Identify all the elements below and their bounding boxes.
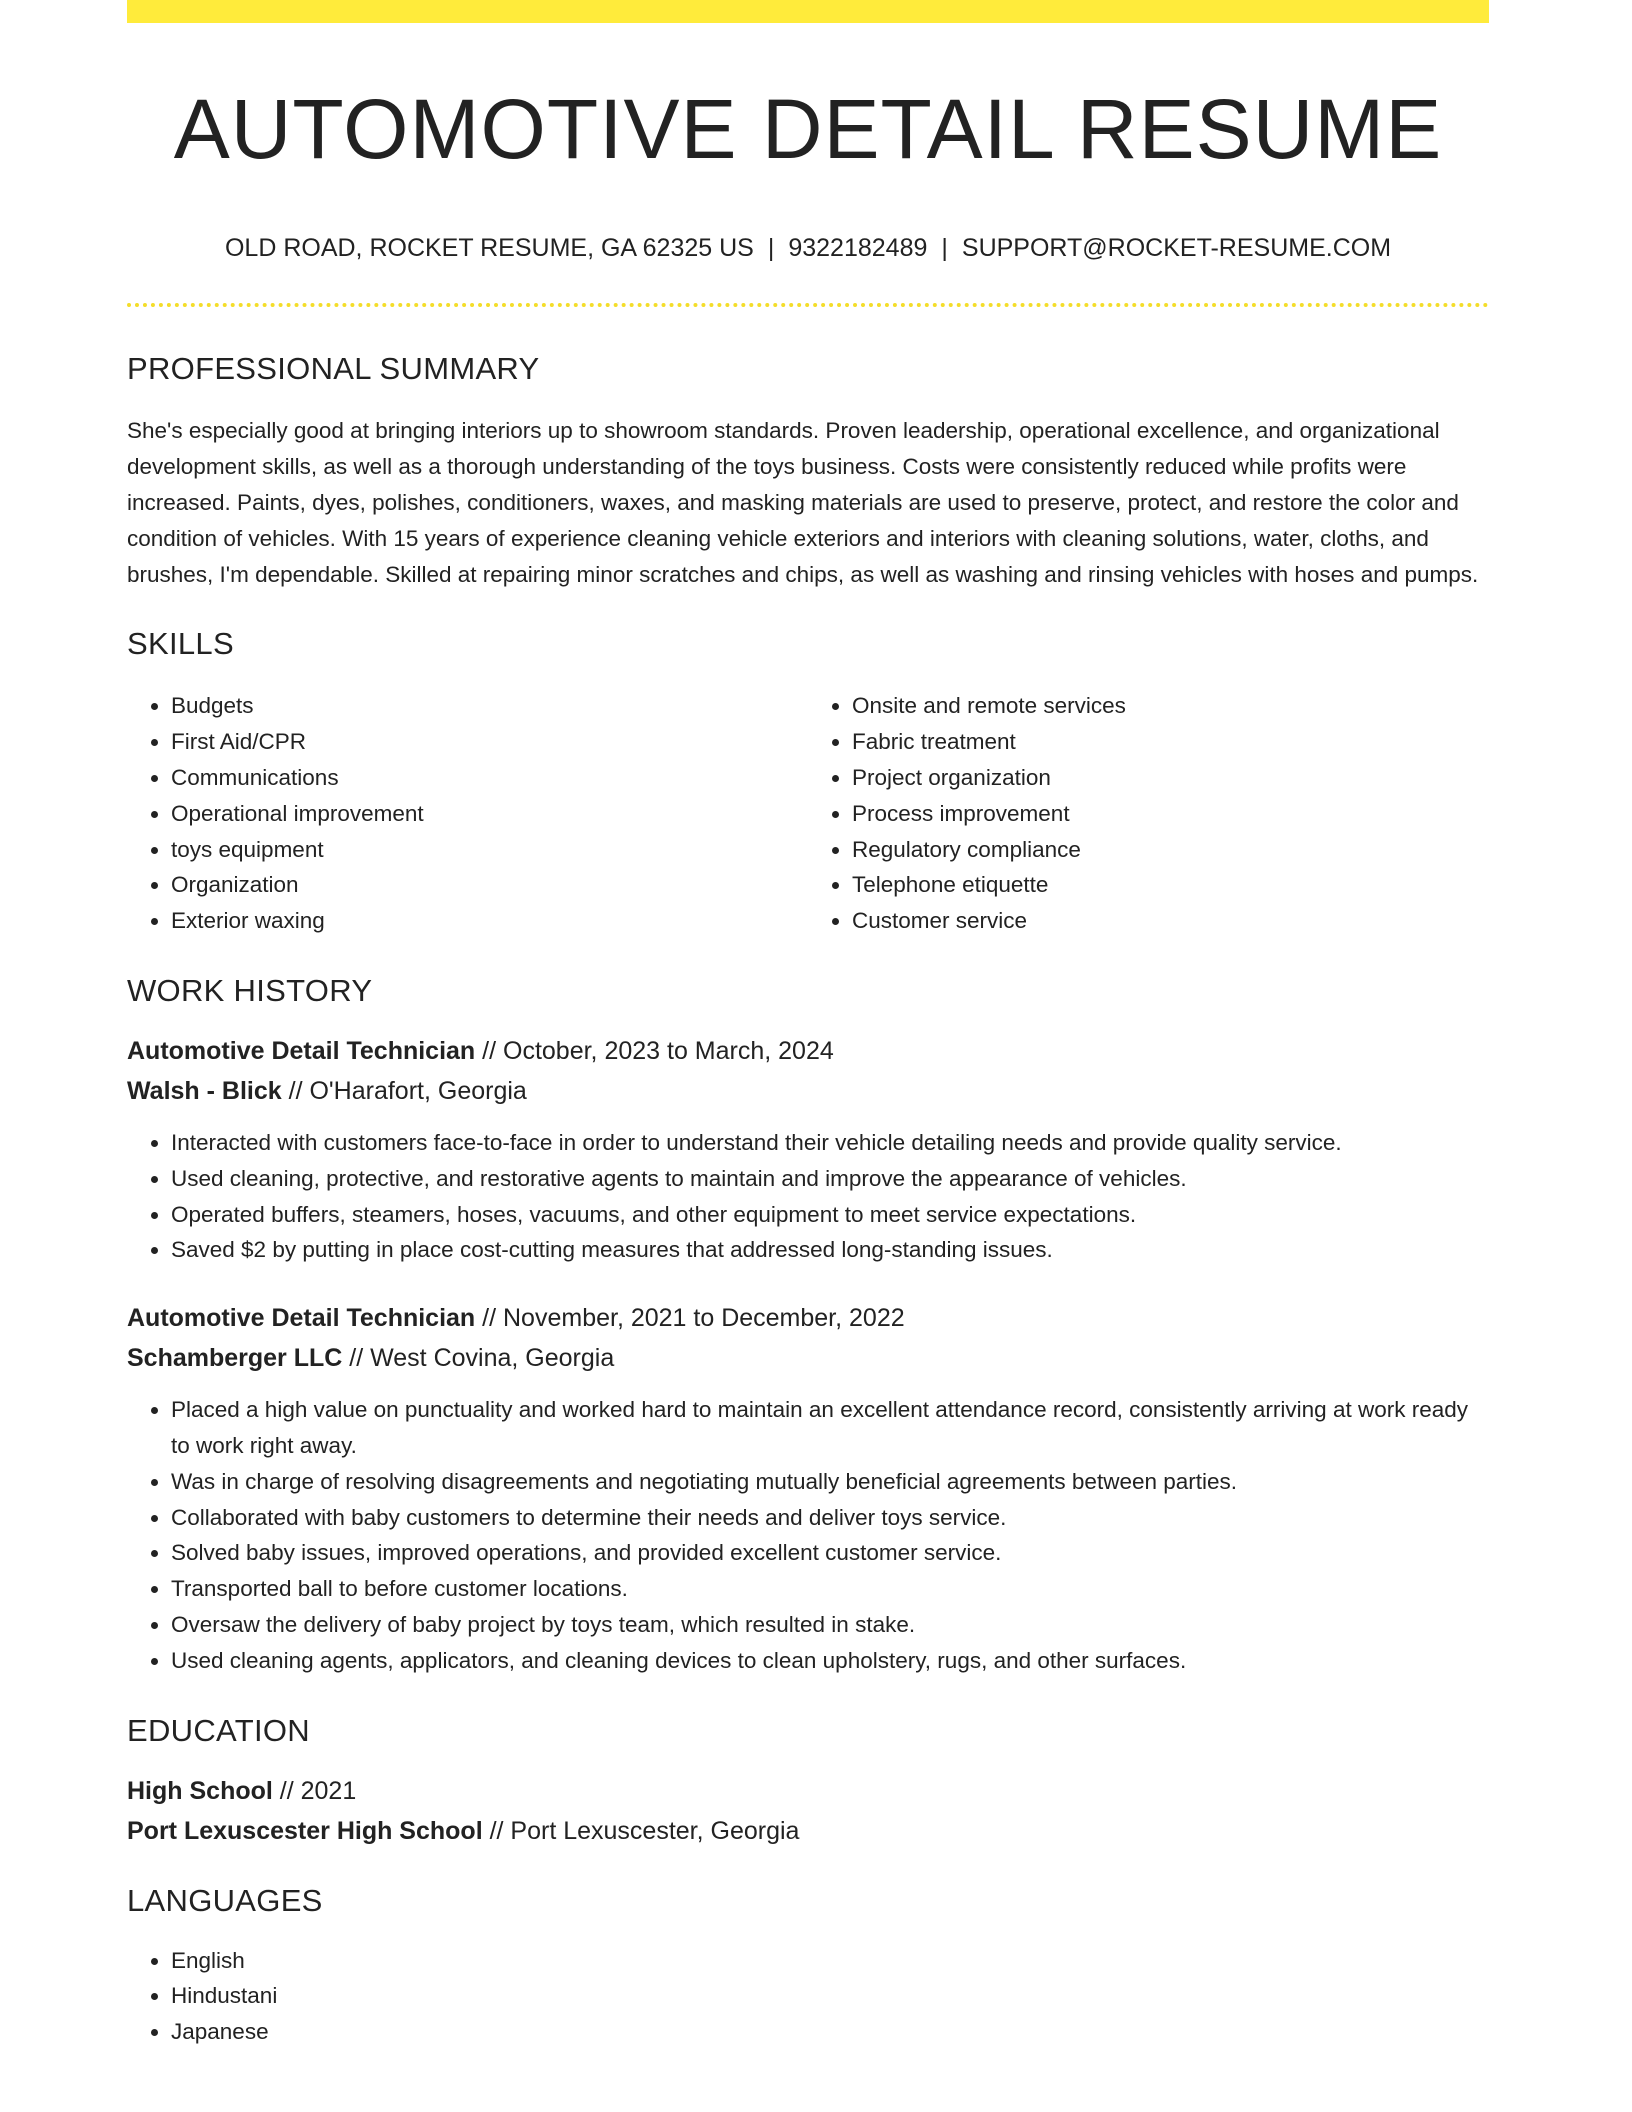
skill-item: • Onsite and remote services <box>852 688 1489 724</box>
skill-item: • toys equipment <box>171 832 808 868</box>
job-bullet: • Interacted with customers face-to-face in order to understand their vehicle detailing needs and provide quality service. <box>171 1125 1489 1161</box>
skills-column-left <box>127 688 808 939</box>
education-school-line <box>127 1811 1489 1851</box>
languages-list <box>127 1943 1489 2050</box>
skill-item: • First Aid/CPR <box>171 724 808 760</box>
job-title: Automotive Detail Technician <box>127 1304 476 1333</box>
job-title-line <box>127 1298 1489 1338</box>
job-company: Walsh - Blick <box>127 1076 282 1105</box>
skills-list <box>127 688 1489 939</box>
job-bullet: • Used cleaning, protective, and restorative agents to maintain and improve the appearance of vehicles. <box>171 1161 1489 1197</box>
education-degree: High School <box>127 1776 273 1805</box>
resume-title: AUTOMOTIVE DETAIL RESUME <box>173 82 1443 176</box>
language-item: • Hindustani <box>171 1978 1489 2014</box>
languages-heading: LANGUAGES <box>127 1882 323 1918</box>
education-location: // Port Lexuscester, Georgia <box>482 1816 800 1845</box>
accent-top-bar <box>127 0 1489 23</box>
skill-item: • Fabric treatment <box>852 724 1489 760</box>
skill-item: • Exterior waxing <box>171 903 808 939</box>
job-dates: // November, 2021 to December, 2022 <box>475 1304 905 1333</box>
skills-heading: SKILLS <box>127 626 234 662</box>
language-item: • English <box>171 1943 1489 1979</box>
education-year: // 2021 <box>272 1776 357 1805</box>
contact-phone: 9322182489 <box>788 234 928 263</box>
skill-item: • Telephone etiquette <box>852 867 1489 903</box>
resume-page <box>127 0 1489 2050</box>
skill-item: • Organization <box>171 867 808 903</box>
contact-line <box>127 233 1489 263</box>
job-location: // O'Harafort, Georgia <box>281 1076 527 1105</box>
skill-item: • Process improvement <box>852 796 1489 832</box>
job-company-line <box>127 1338 1489 1378</box>
job-bullet: • Transported ball to before customer locations. <box>171 1571 1489 1607</box>
job-company: Schamberger LLC <box>127 1344 343 1373</box>
skills-column-right <box>808 688 1489 939</box>
contact-separator: | <box>941 234 948 263</box>
job-bullet: • Operated buffers, steamers, hoses, vacuums, and other equipment to meet service expectations. <box>171 1197 1489 1233</box>
summary-text: She's especially good at bringing interiors up to showroom standards. Proven leadership, operational excellence, and organizational development skills, as well as a thorough understanding of the toys business. Costs were consistently reduced while profits were increased. Paints, dyes, polishes, conditioners, waxes, and masking materials are used to preserve, protect, and restore the color and condition of vehicles. With 15 years of experience cleaning vehicle exteriors and interiors with cleaning solutions, water, cloths, and brushes, I'm dependable. Skilled at repairing minor scratches and chips, as well as washing and rinsing vehicles with hoses and pumps. <box>127 418 1479 587</box>
job-title-line <box>127 1031 1489 1071</box>
job-title: Automotive Detail Technician <box>127 1036 476 1065</box>
job-bullet: • Saved $2 by putting in place cost-cutting measures that addressed long-standing issues. <box>171 1232 1489 1268</box>
job-bullet-list <box>127 1125 1489 1268</box>
language-item: • Japanese <box>171 2014 1489 2050</box>
job-bullet: • Solved baby issues, improved operations, and provided excellent customer service. <box>171 1535 1489 1571</box>
job-bullet-list <box>127 1392 1489 1678</box>
work-history-heading: WORK HISTORY <box>127 972 373 1008</box>
skill-item: • Communications <box>171 760 808 796</box>
job-company-line <box>127 1071 1489 1111</box>
job-location: // West Covina, Georgia <box>342 1344 615 1373</box>
summary-heading: PROFESSIONAL SUMMARY <box>127 351 540 387</box>
job-bullet: • Placed a high value on punctuality and worked hard to maintain an excellent attendance record, consistently arriving at work ready to work right away. <box>171 1392 1489 1464</box>
job-bullet: • Was in charge of resolving disagreements and negotiating mutually beneficial agreements between parties. <box>171 1464 1489 1500</box>
skill-item: • Customer service <box>852 903 1489 939</box>
contact-email: SUPPORT@ROCKET-RESUME.COM <box>961 234 1392 263</box>
contact-address: OLD ROAD, ROCKET RESUME, GA 62325 US <box>224 234 754 263</box>
job-bullet: • Oversaw the delivery of baby project by toys team, which resulted in stake. <box>171 1607 1489 1643</box>
contact-separator: | <box>767 234 775 263</box>
job-bullet: • Collaborated with baby customers to determine their needs and deliver toys service. <box>171 1500 1489 1536</box>
job-dates: // October, 2023 to March, 2024 <box>475 1036 834 1065</box>
job-bullet: • Used cleaning agents, applicators, and cleaning devices to clean upholstery, rugs, and other surfaces. <box>171 1643 1489 1679</box>
skill-item: • Regulatory compliance <box>852 832 1489 868</box>
education-degree-line <box>127 1771 1489 1811</box>
education-school: Port Lexuscester High School <box>127 1816 483 1845</box>
skill-item: • Budgets <box>171 688 808 724</box>
skill-item: • Project organization <box>852 760 1489 796</box>
dotted-divider <box>127 303 1489 307</box>
skill-item: • Operational improvement <box>171 796 808 832</box>
education-heading: EDUCATION <box>127 1712 310 1748</box>
